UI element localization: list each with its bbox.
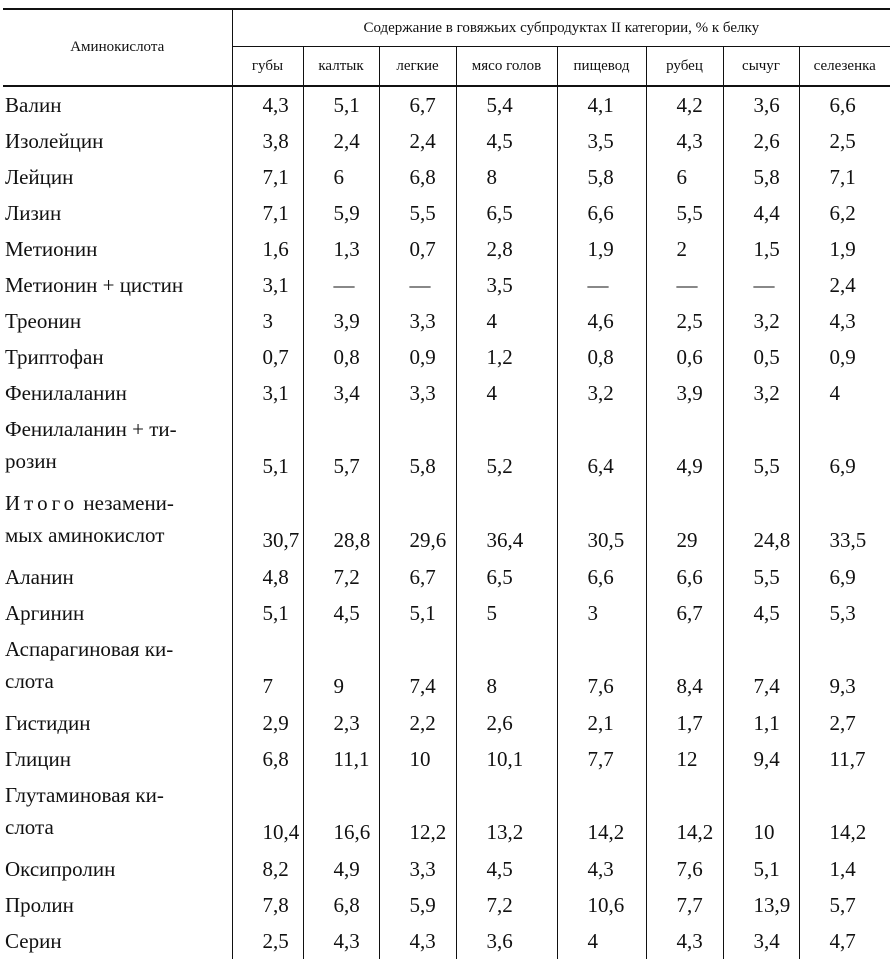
value-cell: — [723, 267, 799, 303]
amino-acid-name: Треонин [5, 309, 82, 333]
column-header: сычуг [723, 47, 799, 87]
value-cell: 3,5 [557, 123, 646, 159]
name-rest: незамени- [78, 491, 174, 515]
value-cell: 4,8 [232, 559, 303, 595]
value-cell: 1,4 [799, 851, 890, 887]
value-cell: 3,9 [646, 375, 723, 411]
value-cell: 6 [303, 159, 379, 195]
table-row [3, 777, 890, 851]
value-cell: 4 [557, 923, 646, 959]
value-cell: 0,9 [799, 339, 890, 375]
value-cell: 2,6 [723, 123, 799, 159]
value-cell: 5,1 [232, 595, 303, 631]
value-cell: 10,1 [456, 741, 557, 777]
value-cell: 7,1 [232, 195, 303, 231]
table-row [3, 741, 890, 777]
value-cell: 1,9 [557, 231, 646, 267]
value-cell: 7,7 [557, 741, 646, 777]
value-cell: 0,8 [557, 339, 646, 375]
value-cell: 29,6 [379, 485, 456, 559]
value-cell: 4,3 [646, 123, 723, 159]
value-cell: 30,5 [557, 485, 646, 559]
value-cell: 0,7 [232, 339, 303, 375]
value-cell: 14,2 [557, 777, 646, 851]
value-cell: — [557, 267, 646, 303]
value-cell: 36,4 [456, 485, 557, 559]
value-cell: 4,3 [557, 851, 646, 887]
column-header: калтык [303, 47, 379, 87]
amino-acid-name: Валин [5, 93, 62, 117]
value-cell: 1,2 [456, 339, 557, 375]
value-cell: 6,6 [557, 559, 646, 595]
value-cell: 5,1 [723, 851, 799, 887]
amino-acid-name: Метионин [5, 237, 98, 261]
value-cell: 5,5 [646, 195, 723, 231]
table-row [3, 231, 890, 267]
value-cell: 7,8 [232, 887, 303, 923]
value-cell: 10,4 [232, 777, 303, 851]
value-cell: 5,9 [379, 887, 456, 923]
value-cell: 7,6 [557, 631, 646, 705]
table-row [3, 195, 890, 231]
value-cell: 7,1 [232, 159, 303, 195]
amino-acid-name: Изолейцин [5, 129, 104, 153]
value-cell: 9,3 [799, 631, 890, 705]
table-row [3, 851, 890, 887]
value-cell: 5,7 [799, 887, 890, 923]
value-cell: 6,6 [799, 86, 890, 123]
value-cell: — [646, 267, 723, 303]
value-cell: 6,9 [799, 411, 890, 485]
value-cell: 13,9 [723, 887, 799, 923]
value-cell: 2,4 [303, 123, 379, 159]
table-row [3, 159, 890, 195]
value-cell: 8 [456, 631, 557, 705]
value-cell: 4,3 [232, 86, 303, 123]
value-cell: 5,8 [723, 159, 799, 195]
value-cell: 33,5 [799, 485, 890, 559]
value-cell: 6,6 [557, 195, 646, 231]
value-cell: 6,6 [646, 559, 723, 595]
value-cell: 0,7 [379, 231, 456, 267]
amino-acid-name: Гистидин [5, 711, 91, 735]
amino-acid-name [3, 411, 232, 485]
value-cell: 6,9 [799, 559, 890, 595]
value-cell: 11,1 [303, 741, 379, 777]
amino-acid-table [3, 8, 890, 959]
value-cell: 5,3 [799, 595, 890, 631]
table-row [3, 86, 890, 123]
spaced-word: Итого [5, 491, 79, 515]
value-cell: 2,5 [646, 303, 723, 339]
value-cell: 3,3 [379, 851, 456, 887]
value-cell: 6,7 [646, 595, 723, 631]
value-cell: 12 [646, 741, 723, 777]
value-cell: 6,5 [456, 559, 557, 595]
value-cell: 6,4 [557, 411, 646, 485]
value-cell: 9,4 [723, 741, 799, 777]
column-header: пищевод [557, 47, 646, 87]
value-cell: 6,7 [379, 86, 456, 123]
value-cell: 4,4 [723, 195, 799, 231]
table-row [3, 123, 890, 159]
amino-acid-name [3, 777, 232, 851]
value-cell: 9 [303, 631, 379, 705]
value-cell: 7,2 [456, 887, 557, 923]
value-cell: 0,5 [723, 339, 799, 375]
value-cell: 3,4 [723, 923, 799, 959]
amino-acid-name-line2: слота [5, 669, 54, 693]
value-cell: 4,3 [303, 923, 379, 959]
value-cell: 5,7 [303, 411, 379, 485]
value-cell: 5,8 [379, 411, 456, 485]
table-row [3, 303, 890, 339]
value-cell: 2,6 [456, 705, 557, 741]
value-cell: 2,1 [557, 705, 646, 741]
value-cell: 16,6 [303, 777, 379, 851]
value-cell: 3,5 [456, 267, 557, 303]
value-cell: 4,1 [557, 86, 646, 123]
value-cell: 1,1 [723, 705, 799, 741]
value-cell: 7,6 [646, 851, 723, 887]
amino-acid-name: Фенилаланин [5, 381, 127, 405]
value-cell: 3,2 [723, 303, 799, 339]
value-cell: 3,4 [303, 375, 379, 411]
value-cell: 5,1 [232, 411, 303, 485]
value-cell: 3 [557, 595, 646, 631]
amino-acid-name: Лейцин [5, 165, 74, 189]
value-cell: 2,2 [379, 705, 456, 741]
value-cell: 24,8 [723, 485, 799, 559]
value-cell: 3,6 [456, 923, 557, 959]
value-cell: 4,7 [799, 923, 890, 959]
value-cell: 3,2 [557, 375, 646, 411]
value-cell: 4,9 [303, 851, 379, 887]
table-row [3, 375, 890, 411]
value-cell: 4 [456, 303, 557, 339]
table-row [3, 559, 890, 595]
value-cell: 14,2 [646, 777, 723, 851]
value-cell: 0,8 [303, 339, 379, 375]
value-cell: 3,1 [232, 267, 303, 303]
value-cell: 4,5 [456, 851, 557, 887]
value-cell: 2,9 [232, 705, 303, 741]
value-cell: 3,8 [232, 123, 303, 159]
value-cell: 2,8 [456, 231, 557, 267]
table-row [3, 411, 890, 485]
value-cell: 5,5 [723, 559, 799, 595]
value-cell: 7 [232, 631, 303, 705]
value-cell: 4,3 [379, 923, 456, 959]
table-row [3, 339, 890, 375]
value-cell: 1,3 [303, 231, 379, 267]
amino-acid-name-line2: розин [5, 449, 57, 473]
amino-acid-name: Метионин + цистин [5, 273, 184, 297]
value-cell: 6,5 [456, 195, 557, 231]
value-cell: 3,3 [379, 375, 456, 411]
column-header: мясо голов [456, 47, 557, 87]
amino-acid-name: Аргинин [5, 601, 85, 625]
value-cell: 5,4 [456, 86, 557, 123]
value-cell: 10 [379, 741, 456, 777]
amino-acid-name [3, 485, 232, 559]
amino-acid-name: Пролин [5, 893, 74, 917]
value-cell: 6,8 [379, 159, 456, 195]
value-cell: 7,7 [646, 887, 723, 923]
value-cell: 11,7 [799, 741, 890, 777]
value-cell: 2,5 [232, 923, 303, 959]
value-cell: 12,2 [379, 777, 456, 851]
amino-acid-name-line1: Фенилаланин + ти- [5, 417, 177, 441]
column-header: селезенка [799, 47, 890, 87]
amino-acid-name-line2: слота [5, 815, 54, 839]
value-cell: 0,6 [646, 339, 723, 375]
value-cell: 13,2 [456, 777, 557, 851]
amino-acid-name: Лизин [5, 201, 62, 225]
amino-acid-name: Аланин [5, 565, 74, 589]
column-header: губы [232, 47, 303, 87]
value-cell: 8,2 [232, 851, 303, 887]
value-cell: 7,2 [303, 559, 379, 595]
value-cell: 6,8 [232, 741, 303, 777]
value-cell: 5 [456, 595, 557, 631]
amino-acid-name-line1: Аспарагиновая ки- [5, 637, 174, 661]
value-cell: 4 [799, 375, 890, 411]
value-cell: 10 [723, 777, 799, 851]
value-cell: 10,6 [557, 887, 646, 923]
value-cell: 3 [232, 303, 303, 339]
value-cell: 7,4 [379, 631, 456, 705]
value-cell: 6 [646, 159, 723, 195]
value-cell: 4,2 [646, 86, 723, 123]
value-cell: 6,8 [303, 887, 379, 923]
value-cell: 5,5 [379, 195, 456, 231]
value-cell: 7,1 [799, 159, 890, 195]
value-cell: 1,5 [723, 231, 799, 267]
value-cell: 2,5 [799, 123, 890, 159]
value-cell: 4,3 [646, 923, 723, 959]
amino-acid-header: Аминокислота [70, 39, 165, 55]
amino-acid-name-line1: Глутаминовая ки- [5, 783, 164, 807]
table-row [3, 705, 890, 741]
amino-acid-name: Серин [5, 929, 62, 953]
amino-acid-name: Оксипролин [5, 857, 116, 881]
amino-acid-name-line2: мых аминокислот [5, 523, 165, 547]
value-cell: 8,4 [646, 631, 723, 705]
content-group-header: Содержание в говяжьих субпродуктах II категории, % к белку [232, 9, 890, 47]
value-cell: 4,5 [303, 595, 379, 631]
table-row [3, 595, 890, 631]
table-row [3, 631, 890, 705]
table-row [3, 485, 890, 559]
value-cell: 6,2 [799, 195, 890, 231]
value-cell: 3,6 [723, 86, 799, 123]
value-cell: 1,9 [799, 231, 890, 267]
amino-acid-name: Триптофан [5, 345, 104, 369]
value-cell: 3,1 [232, 375, 303, 411]
value-cell: 4,5 [723, 595, 799, 631]
value-cell: 3,2 [723, 375, 799, 411]
value-cell: 2,3 [303, 705, 379, 741]
value-cell: 29 [646, 485, 723, 559]
value-cell: 3,9 [303, 303, 379, 339]
value-cell: 5,9 [303, 195, 379, 231]
value-cell: 3,3 [379, 303, 456, 339]
value-cell: 5,1 [379, 595, 456, 631]
value-cell: 1,7 [646, 705, 723, 741]
value-cell: 4,3 [799, 303, 890, 339]
value-cell: 2,7 [799, 705, 890, 741]
value-cell: — [303, 267, 379, 303]
table-row [3, 887, 890, 923]
value-cell: 2 [646, 231, 723, 267]
value-cell: 8 [456, 159, 557, 195]
amino-acid-name [3, 631, 232, 705]
value-cell: 4,5 [456, 123, 557, 159]
value-cell: 0,9 [379, 339, 456, 375]
value-cell: 4 [456, 375, 557, 411]
value-cell: 2,4 [379, 123, 456, 159]
value-cell: 5,1 [303, 86, 379, 123]
value-cell: 28,8 [303, 485, 379, 559]
amino-acid-name-line1 [5, 487, 232, 519]
value-cell: 2,4 [799, 267, 890, 303]
value-cell: 1,6 [232, 231, 303, 267]
table-row [3, 923, 890, 959]
value-cell: — [379, 267, 456, 303]
value-cell: 7,4 [723, 631, 799, 705]
value-cell: 4,6 [557, 303, 646, 339]
value-cell: 5,5 [723, 411, 799, 485]
column-header: рубец [646, 47, 723, 87]
value-cell: 30,7 [232, 485, 303, 559]
value-cell: 5,2 [456, 411, 557, 485]
value-cell: 14,2 [799, 777, 890, 851]
amino-acid-name: Глицин [5, 747, 71, 771]
value-cell: 5,8 [557, 159, 646, 195]
table-row [3, 267, 890, 303]
value-cell: 6,7 [379, 559, 456, 595]
column-header: легкие [379, 47, 456, 87]
value-cell: 4,9 [646, 411, 723, 485]
